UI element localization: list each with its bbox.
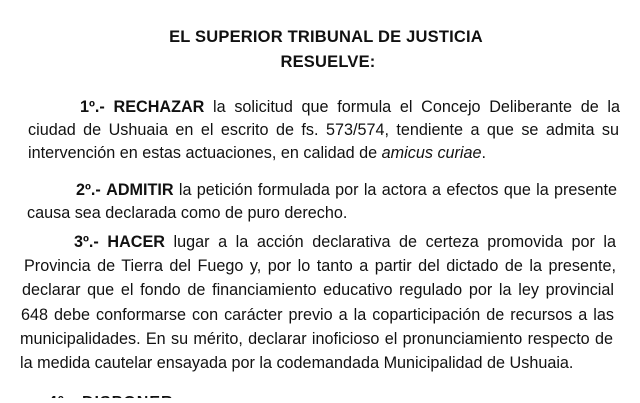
item-2-number: 2º.- xyxy=(76,181,101,199)
item-3-line-1 xyxy=(74,232,616,252)
item-3-line-6: la medida cautelar ensayada por la codemandada Municipalidad de Ushuaia. xyxy=(20,354,574,372)
item-2-text: la petición formulada por la actora a efectos que la presente xyxy=(178,181,618,199)
item-3-line-3: declarar que el fondo de financiamiento educativo regulado por la ley provincial xyxy=(22,281,614,299)
item-1-text-end: intervención en estas actuaciones, en calidad de xyxy=(28,144,378,162)
item-1-text: la solicitud que formula el Concejo Deliberante de la xyxy=(213,98,621,116)
document-subtitle: RESUELVE: xyxy=(280,53,376,71)
item-1-number: 1º.- xyxy=(80,98,105,116)
item-3-line-2: Provincia de Tierra del Fuego y, por lo tanto a partir del dictado de la presente, xyxy=(24,257,616,275)
page-bottom-edge xyxy=(0,398,640,403)
item-1-period: . xyxy=(481,144,487,162)
item-1-line-3 xyxy=(28,143,486,163)
item-2-line-1 xyxy=(76,180,617,200)
item-3-line-4: 648 debe conformarse con carácter previo a la coparticipación de recursos a las xyxy=(21,306,614,324)
item-1-verb: RECHAZAR xyxy=(113,98,205,116)
item-2-verb: ADMITIR xyxy=(106,181,174,199)
item-3-verb: HACER xyxy=(107,233,165,251)
item-3-text: lugar a la acción declarativa de certeza promovida por la xyxy=(173,233,617,251)
item-2-line-2: causa sea declarada como de puro derecho. xyxy=(27,204,348,222)
item-3-line-5: municipalidades. En su mérito, declarar inoficioso el pronunciamiento respecto de xyxy=(20,330,613,348)
item-1-line-1 xyxy=(80,97,620,117)
document-title: EL SUPERIOR TRIBUNAL DE JUSTICIA xyxy=(169,28,483,46)
item-1-latin-term: amicus curiae xyxy=(381,144,482,162)
item-3-number: 3º.- xyxy=(74,233,99,251)
item-1-line-2: ciudad de Ushuaia en el escrito de fs. 573/574, tendiente a que se admita su xyxy=(28,121,619,139)
